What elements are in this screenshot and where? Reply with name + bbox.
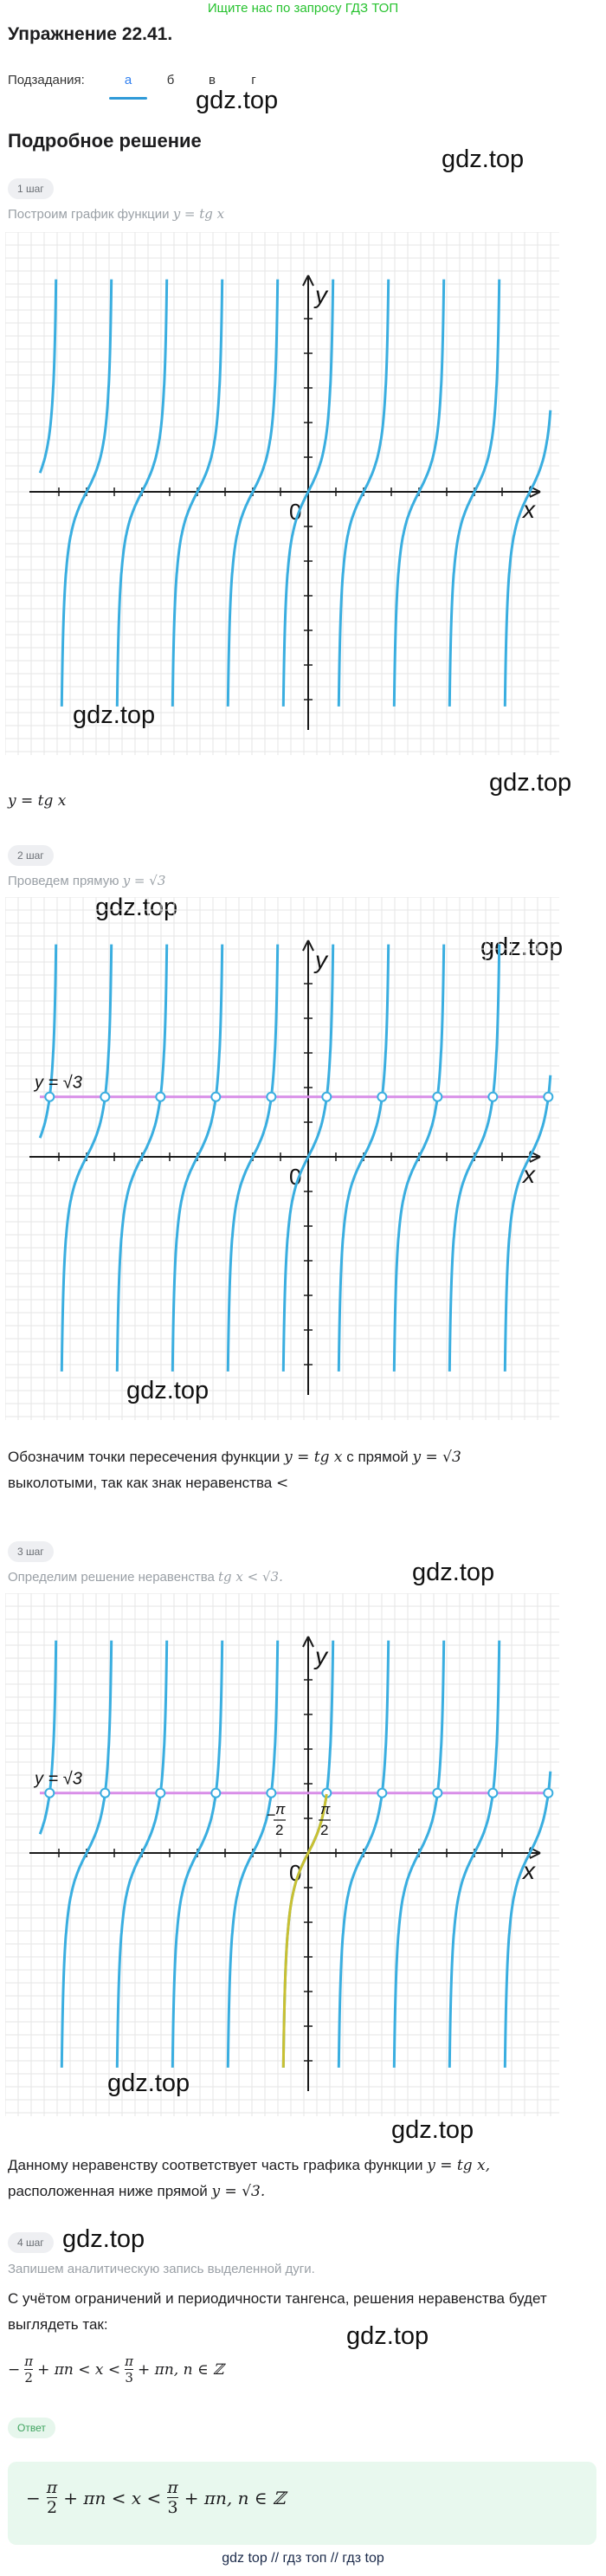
active-tab-indicator: [109, 97, 147, 100]
footer-separator: //: [271, 2551, 280, 2566]
tan-branch: [449, 945, 499, 1372]
subtask-tab-v[interactable]: в: [209, 73, 216, 87]
tan-branch: [228, 1641, 277, 2068]
subtask-tab-a[interactable]: а: [124, 73, 132, 87]
origin-label: 0: [289, 499, 302, 525]
y-axis-label: y: [315, 281, 327, 308]
tan-branch: [338, 945, 388, 1372]
subtask-tab-g[interactable]: г: [251, 73, 256, 87]
watermark: gdz.top: [107, 2069, 190, 2097]
excluded-point: [544, 1093, 552, 1101]
tan-branch: [172, 1641, 222, 2068]
step-badge: 3 шаг: [8, 1541, 54, 1562]
neg-pi-half-minus: −: [267, 1806, 276, 1824]
footer-links: [0, 2551, 606, 2566]
excluded-point: [433, 1093, 442, 1101]
tan-branch: [394, 945, 443, 1372]
tan-branch: [228, 280, 277, 707]
pi-half-den: 2: [320, 1822, 329, 1838]
step-caption: Построим график функции y = tg x: [8, 206, 225, 222]
answer-badge: Ответ: [8, 2418, 55, 2438]
step-caption: Определим решение неравенства tg x < √3.: [8, 1569, 283, 1585]
excluded-point: [211, 1789, 220, 1798]
x-axis-label: x: [523, 1857, 535, 1884]
excluded-point: [100, 1789, 109, 1798]
tan-branch: [61, 280, 111, 707]
solution-heading: Подробное решение: [8, 130, 202, 152]
watermark: gdz.top: [489, 769, 572, 797]
tan-branch: [338, 280, 388, 707]
step-badge: 4 шаг: [8, 2232, 54, 2253]
search-hint-link[interactable]: Ищите нас по запросу ГДЗ ТОП: [207, 1, 399, 16]
watermark: gdz.top: [62, 2225, 145, 2253]
watermark: gdz.top: [95, 894, 178, 921]
excluded-point: [377, 1093, 386, 1101]
footer-separator: //: [330, 2551, 338, 2566]
subtasks-label: Подзадания:: [8, 73, 85, 87]
step2-explanation: Обозначим точки пересечения функции y = tg x с прямой y = √3 выколотыми, так как знак неравенства <: [8, 1449, 461, 1492]
tan-branch: [172, 945, 222, 1372]
tangent-graph-solution: [5, 1593, 559, 2116]
tan-branch: [449, 280, 499, 707]
step-badge: 2 шаг: [8, 845, 54, 866]
watermark: gdz.top: [442, 145, 525, 173]
step-caption: Проведем прямую y = √3: [8, 873, 166, 888]
tangent-graph-with-line: [5, 897, 559, 1420]
watermark: gdz.top: [391, 2116, 474, 2144]
neg-pi-half-num: π: [275, 1801, 286, 1817]
x-axis-label: x: [523, 1161, 535, 1188]
excluded-point: [267, 1093, 275, 1101]
page-title: Упражнение 22.41.: [8, 24, 173, 44]
answer-formula: − $\frac{\pi}{2}$ + πn < x < $\frac{\pi}{3}$ + πn, n ∈ ℤ: [26, 2478, 286, 2517]
tan-branch: [40, 280, 55, 474]
tan-branch: [40, 945, 55, 1139]
tan-branch: [117, 1641, 166, 2068]
excluded-point: [156, 1789, 164, 1798]
excluded-point: [100, 1093, 109, 1101]
watermark: gdz.top: [346, 2322, 429, 2350]
neg-pi-half-den: 2: [275, 1822, 284, 1838]
excluded-point: [211, 1093, 220, 1101]
footer-link[interactable]: gdz top: [222, 2551, 268, 2566]
footer-link[interactable]: гдз топ: [282, 2551, 327, 2566]
y-axis-label: y: [315, 1643, 327, 1669]
sqrt3-line-label: y = √3: [35, 1073, 82, 1093]
excluded-point: [488, 1093, 497, 1101]
tan-branch: [449, 1641, 499, 2068]
watermark: gdz.top: [73, 701, 156, 729]
step4-explanation: С учётом ограничений и периодичности тангенса, решения неравенства будет выглядеть так:: [8, 2290, 547, 2333]
solution-formula: − $\frac{\pi}{2}$ + πn < x < $\frac{\pi}{3}$ + πn, n ∈ ℤ: [8, 2353, 224, 2386]
subtask-tab-b[interactable]: б: [166, 73, 175, 87]
tan-branch: [394, 280, 443, 707]
excluded-point: [544, 1789, 552, 1798]
tan-branch: [172, 280, 222, 707]
tan-branch: [40, 1641, 55, 1835]
watermark: gdz.top: [412, 1559, 495, 1586]
excluded-point: [433, 1789, 442, 1798]
origin-label: 0: [289, 1164, 302, 1190]
footer-link[interactable]: гдз top: [342, 2551, 384, 2566]
step-badge: 1 шаг: [8, 178, 54, 199]
step-caption: Запишем аналитическую запись выделенной дуги.: [8, 2262, 315, 2276]
tan-branch: [117, 280, 166, 707]
excluded-point: [267, 1789, 275, 1798]
step3-explanation: Данному неравенству соответствует часть графика функции y = tg x, расположенная ниже прямой y = √3.: [8, 2157, 491, 2200]
excluded-point: [156, 1093, 164, 1101]
tan-branch: [61, 945, 111, 1372]
x-axis-label: x: [523, 496, 535, 523]
excluded-point: [488, 1789, 497, 1798]
watermark: gdz.top: [126, 1377, 210, 1404]
excluded-point: [322, 1093, 331, 1101]
y-axis-label: y: [315, 946, 327, 973]
function-formula: y = tg x: [8, 792, 67, 810]
watermark: gdz.top: [480, 933, 564, 961]
origin-label: 0: [289, 1860, 302, 1886]
tan-branch: [394, 1641, 443, 2068]
excluded-point: [377, 1789, 386, 1798]
tan-branch: [117, 945, 166, 1372]
tan-branch: [228, 945, 277, 1372]
tan-branch: [61, 1641, 111, 2068]
tangent-graph: [5, 232, 559, 755]
tan-branch: [338, 1641, 388, 2068]
pi-half-num: π: [320, 1801, 331, 1817]
watermark: gdz.top: [196, 87, 279, 114]
excluded-point: [45, 1789, 54, 1798]
sqrt3-line-label: y = √3: [35, 1769, 82, 1789]
excluded-point: [45, 1093, 54, 1101]
